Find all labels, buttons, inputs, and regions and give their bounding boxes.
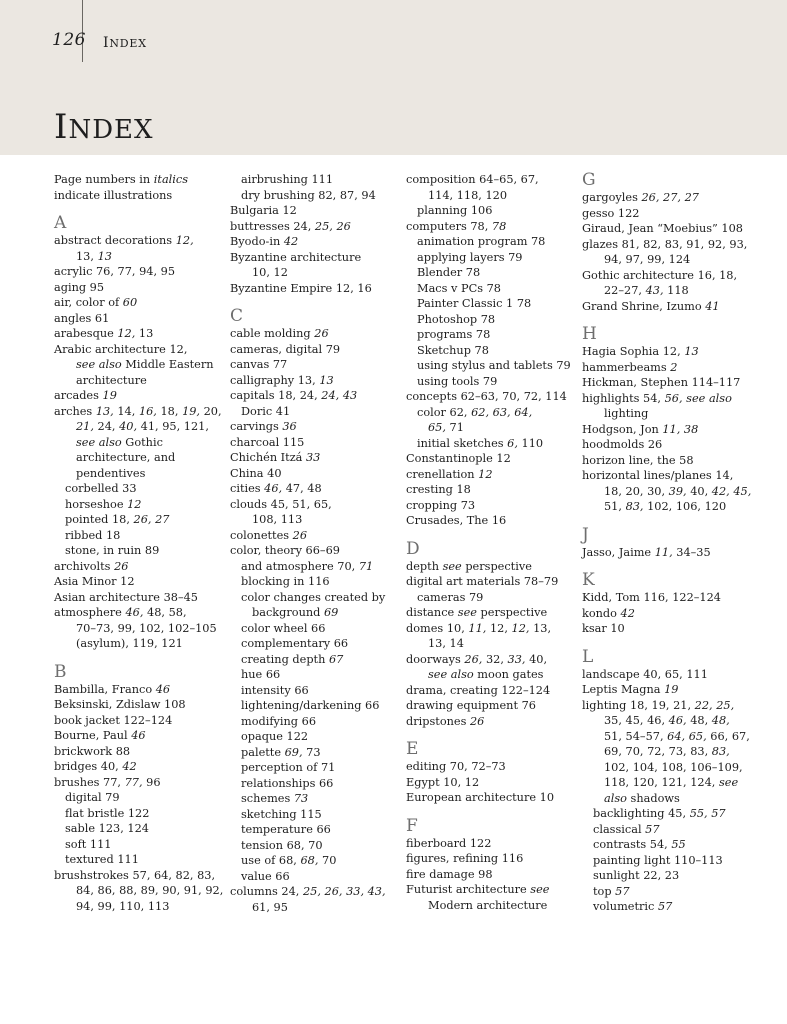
index-entry: gesso 122	[582, 206, 640, 220]
index-entry: Egypt 10, 12	[406, 775, 480, 789]
index-column-1	[54, 172, 226, 914]
index-entry: Gothic architecture 16, 18,	[582, 268, 738, 282]
letter-heading: L	[582, 646, 594, 667]
index-subentry: schemes 73	[241, 792, 309, 805]
index-subentry: tension 68, 70	[241, 838, 323, 852]
index-subentry: palette 69, 73	[241, 745, 321, 759]
index-entry-continuation: 70–73, 99, 102, 102–105	[76, 621, 217, 635]
index-entry-continuation: 10, 12	[252, 266, 288, 279]
index-entry: Chichén Itzá 33	[230, 451, 321, 464]
index-entry-continuation: Modern architecture	[428, 898, 548, 912]
index-subentry: Doric 41	[241, 404, 291, 418]
index-entry: computers 78, 78	[406, 219, 507, 233]
index-entry: acrylic 76, 77, 94, 95	[54, 265, 176, 278]
index-subentry: modifying 66	[241, 714, 317, 728]
index-subentry: creating depth 67	[241, 652, 344, 666]
index-subentry: perception of 71	[241, 761, 336, 774]
running-head: INDEX	[103, 35, 147, 51]
index-subentry: contrasts 54, 55	[593, 838, 686, 851]
index-subentry: Painter Classic 1 78	[417, 297, 532, 310]
index-entry-continuation: 65, 71	[428, 421, 464, 434]
index-subentry: soft 111	[65, 837, 112, 851]
index-subentry: programs 78	[417, 328, 491, 341]
index-entry: Giraud, Jean “Moebius” 108	[582, 222, 743, 235]
index-entry-continuation: 21, 24, 40, 41, 95, 121,	[76, 420, 209, 433]
index-entry: gargoyles 26, 27, 27	[582, 191, 699, 204]
index-entry: cropping 73	[406, 498, 476, 512]
index-entry-continuation: see also Middle Eastern	[76, 358, 214, 371]
index-entry: clouds 45, 51, 65,	[230, 497, 332, 511]
index-entry: horizon line, the 58	[582, 453, 694, 467]
index-subentry: stone, in ruin 89	[65, 544, 160, 557]
index-entry: carvings 36	[230, 420, 297, 433]
index-subentry: cameras 79	[417, 590, 484, 604]
index-entry-continuation: see also Gothic	[76, 435, 163, 449]
index-entry: arabesque 12, 13	[54, 327, 154, 340]
index-entry: Byodo-in 42	[230, 235, 299, 248]
index-subentry: airbrushing 111	[241, 173, 334, 186]
index-entry-continuation: 94, 99, 110, 113	[76, 899, 170, 913]
index-entry: air, color of 60	[54, 296, 138, 309]
index-entry: brushstrokes 57, 64, 82, 83,	[54, 868, 216, 882]
index-subentry: sunlight 22, 23	[593, 869, 680, 882]
index-entry: highlights 54, 56, see also	[582, 391, 732, 405]
index-entry-continuation: 102, 104, 108, 106–109,	[604, 760, 743, 774]
letter-heading: F	[406, 815, 418, 836]
index-entry: lighting 18, 19, 21, 22, 25,	[582, 698, 735, 712]
index-entry: Kidd, Tom 116, 122–124	[582, 591, 721, 604]
index-entry: editing 70, 72–73	[406, 760, 506, 773]
index-subentry: dry brushing 82, 87, 94	[241, 188, 376, 202]
index-subentry: corbelled 33	[65, 482, 137, 495]
letter-heading: G	[582, 170, 596, 190]
index-subentry: horseshoe 12	[65, 497, 142, 511]
index-entry: Bulgaria 12	[230, 204, 297, 217]
index-entry: cameras, digital 79	[230, 342, 341, 356]
index-entry: aging 95	[54, 280, 105, 294]
index-entry: cable molding 26	[230, 327, 329, 340]
header-band	[0, 0, 787, 155]
index-entry: calligraphy 13, 13	[230, 373, 334, 387]
index-entry: Asia Minor 12	[54, 575, 135, 588]
index-subentry: color changes created by	[241, 590, 386, 604]
index-entry: atmosphere 46, 48, 58,	[54, 606, 187, 619]
index-entry: arches 13, 14, 16, 18, 19, 20,	[54, 404, 222, 418]
index-entry: charcoal 115	[230, 435, 305, 449]
index-entry: abstract decorations 12,	[54, 234, 194, 247]
index-subentry: backlighting 45, 55, 57	[593, 807, 726, 820]
index-subentry: and atmosphere 70, 71	[241, 559, 374, 573]
index-entry: Hodgson, Jon 11, 38	[582, 422, 699, 436]
index-entry-continuation: 69, 70, 72, 73, 83, 83,	[604, 745, 730, 758]
index-subentry: Macs v PCs 78	[417, 281, 501, 295]
index-subentry: lightening/darkening 66	[241, 699, 380, 712]
index-entry: indicate illustrations	[54, 188, 173, 202]
index-entry: canvas 77	[230, 358, 288, 371]
index-entry-continuation: architecture, and	[76, 451, 176, 464]
index-entry: distance see perspective	[406, 606, 548, 619]
index-entry: Hickman, Stephen 114–117	[582, 376, 741, 389]
index-entry: colonettes 26	[230, 528, 308, 542]
index-subentry: animation program 78	[417, 235, 546, 248]
index-subentry: ribbed 18	[65, 528, 121, 542]
letter-heading: B	[54, 661, 67, 682]
index-entry-continuation: 51, 54–57, 64, 65, 66, 67,	[604, 729, 750, 743]
index-entry: kondo 42	[582, 606, 635, 620]
index-subentry: digital 79	[65, 791, 120, 804]
index-subentry: sketching 115	[241, 807, 322, 821]
index-entry: Beksinski, Zdislaw 108	[54, 698, 186, 711]
index-entry-continuation: 84, 86, 88, 89, 90, 91, 92,	[76, 884, 224, 897]
index-entry-continuation: 94, 97, 99, 124	[604, 253, 691, 266]
letter-heading: C	[230, 306, 244, 326]
index-entry: columns 24, 25, 26, 33, 43,	[230, 885, 386, 898]
index-entry: buttresses 24, 25, 26	[230, 219, 351, 233]
index-entry: hoodmolds 26	[582, 438, 663, 451]
index-entry: color, theory 66–69	[230, 544, 340, 557]
index-subentry: using tools 79	[417, 374, 498, 388]
index-subentry: top 57	[593, 884, 630, 898]
index-entry: cities 46, 47, 48	[230, 482, 322, 495]
index-column-3	[406, 172, 578, 913]
letter-heading: D	[406, 538, 420, 559]
index-subentry: relationships 66	[241, 776, 334, 790]
index-entry: composition 64–65, 67,	[406, 173, 539, 186]
index-entry-continuation: 108, 113	[252, 513, 303, 526]
index-entry: angles 61	[54, 311, 110, 325]
index-entry: Bourne, Paul 46	[54, 729, 146, 742]
index-entry: ksar 10	[582, 622, 625, 635]
index-subentry: temperature 66	[241, 823, 331, 836]
index-entry: capitals 18, 24, 24, 43	[230, 389, 358, 402]
index-entry: Bambilla, Franco 46	[54, 682, 171, 696]
index-entry: brushes 77, 77, 96	[54, 775, 161, 789]
index-entry: digital art materials 78–79	[406, 575, 559, 588]
index-subentry: painting light 110–113	[593, 853, 723, 867]
index-entry: glazes 81, 82, 83, 91, 92, 93,	[582, 237, 748, 251]
index-subentry: pointed 18, 26, 27	[65, 513, 170, 526]
index-subentry: Sketchup 78	[417, 343, 489, 357]
index-subentry: using stylus and tablets 79	[417, 359, 571, 372]
index-subentry: initial sketches 6, 110	[417, 436, 544, 450]
index-entry: archivolts 26	[54, 559, 129, 573]
index-entry-continuation: 22–27, 43, 118	[604, 284, 689, 297]
index-entry: depth see perspective	[406, 559, 532, 573]
index-subentry: Photoshop 78	[417, 312, 496, 326]
index-subentry: intensity 66	[241, 683, 309, 697]
index-subentry: value 66	[241, 869, 290, 883]
index-entry: Page numbers in italics	[54, 173, 189, 186]
index-subentry: sable 123, 124	[65, 822, 149, 835]
index-entry: Crusades, The 16	[406, 514, 507, 527]
index-entry-continuation: 114, 118, 120	[428, 188, 508, 202]
index-entry-continuation: architecture	[76, 373, 147, 387]
index-subentry: color 62, 62, 63, 64,	[417, 405, 533, 419]
index-entry: Constantinople 12	[406, 452, 511, 465]
index-entry-continuation: 118, 120, 121, 124, see	[604, 776, 739, 789]
index-subentry: classical 57	[593, 822, 660, 836]
index-entry-continuation: 61, 95	[252, 900, 288, 914]
index-entry: brickwork 88	[54, 744, 131, 758]
index-entry-continuation: lighting	[604, 407, 649, 420]
index-entry: Arabic architecture 12,	[54, 342, 188, 356]
letter-heading: H	[582, 324, 597, 344]
index-entry: Asian architecture 38–45	[54, 590, 198, 604]
index-subentry: hue 66	[241, 668, 281, 681]
index-subentry: volumetric 57	[593, 900, 673, 913]
index-entry: China 40	[230, 466, 282, 480]
index-entry-continuation: also shadows	[604, 791, 680, 805]
index-entry: cresting 18	[406, 483, 471, 496]
index-entry-continuation: (asylum), 119, 121	[76, 637, 183, 650]
index-entry: European architecture 10	[406, 791, 555, 804]
index-subentry: opaque 122	[241, 730, 309, 743]
index-entry: Jasso, Jaime 11, 34–35	[582, 545, 711, 559]
index-entry: Grand Shrine, Izumo 41	[582, 299, 720, 313]
index-subentry: Blender 78	[417, 266, 481, 279]
index-entry: Hagia Sophia 12, 13	[582, 345, 699, 358]
index-entry-continuation: background 69	[252, 606, 339, 619]
index-entry: crenellation 12	[406, 467, 493, 481]
index-entry-continuation: see also moon gates	[428, 668, 544, 681]
index-entry: drama, creating 122–124	[406, 683, 551, 697]
page-title: INDEX	[54, 107, 154, 147]
index-entry: horizontal lines/planes 14,	[582, 469, 734, 482]
index-column-2	[230, 172, 402, 915]
index-subentry: textured 111	[65, 853, 139, 866]
index-entry: arcades 19	[54, 389, 117, 402]
index-entry: fiberboard 122	[406, 836, 492, 850]
index-entry: book jacket 122–124	[54, 713, 173, 727]
index-subentry: use of 68, 68, 70	[241, 854, 337, 867]
index-entry-continuation: pendentives	[76, 466, 146, 480]
index-entry: Byzantine architecture	[230, 250, 362, 264]
index-subentry: flat bristle 122	[65, 806, 150, 820]
index-entry-continuation: 18, 20, 30, 39, 40, 42, 45,	[604, 484, 752, 498]
index-entry: landscape 40, 65, 111	[582, 667, 708, 681]
index-entry: Futurist architecture see	[406, 883, 550, 896]
index-entry: fire damage 98	[406, 867, 493, 881]
letter-heading: E	[406, 739, 419, 759]
index-subentry: planning 106	[417, 204, 493, 217]
index-entry: hammerbeams 2	[582, 360, 678, 374]
index-entry-continuation: 35, 45, 46, 46, 48, 48,	[604, 714, 730, 727]
index-entry: Leptis Magna 19	[582, 683, 679, 696]
index-entry: drawing equipment 76	[406, 699, 536, 712]
index-entry: bridges 40, 42	[54, 760, 137, 773]
page-number: 126	[52, 30, 86, 50]
index-entry-continuation: 13, 14	[428, 637, 464, 650]
index-column-4	[582, 172, 754, 915]
index-entry: concepts 62–63, 70, 72, 114	[406, 390, 567, 403]
letter-heading: K	[582, 570, 595, 590]
index-subentry: applying layers 79	[417, 250, 523, 264]
index-subentry: complementary 66	[241, 637, 349, 650]
index-entry-continuation: 13, 13	[76, 249, 112, 263]
index-entry-continuation: 51, 83, 102, 106, 120	[604, 500, 727, 513]
index-entry: figures, refining 116	[406, 852, 524, 865]
letter-heading: A	[54, 213, 67, 233]
index-entry: dripstones 26	[406, 714, 485, 728]
letter-heading: J	[582, 524, 589, 545]
index-entry: doorways 26, 32, 33, 40,	[406, 652, 548, 666]
index-entry: domes 10, 11, 12, 12, 13,	[406, 621, 552, 635]
index-subentry: blocking in 116	[241, 575, 330, 588]
index-entry: Byzantine Empire 12, 16	[230, 281, 372, 295]
index-subentry: color wheel 66	[241, 621, 326, 635]
